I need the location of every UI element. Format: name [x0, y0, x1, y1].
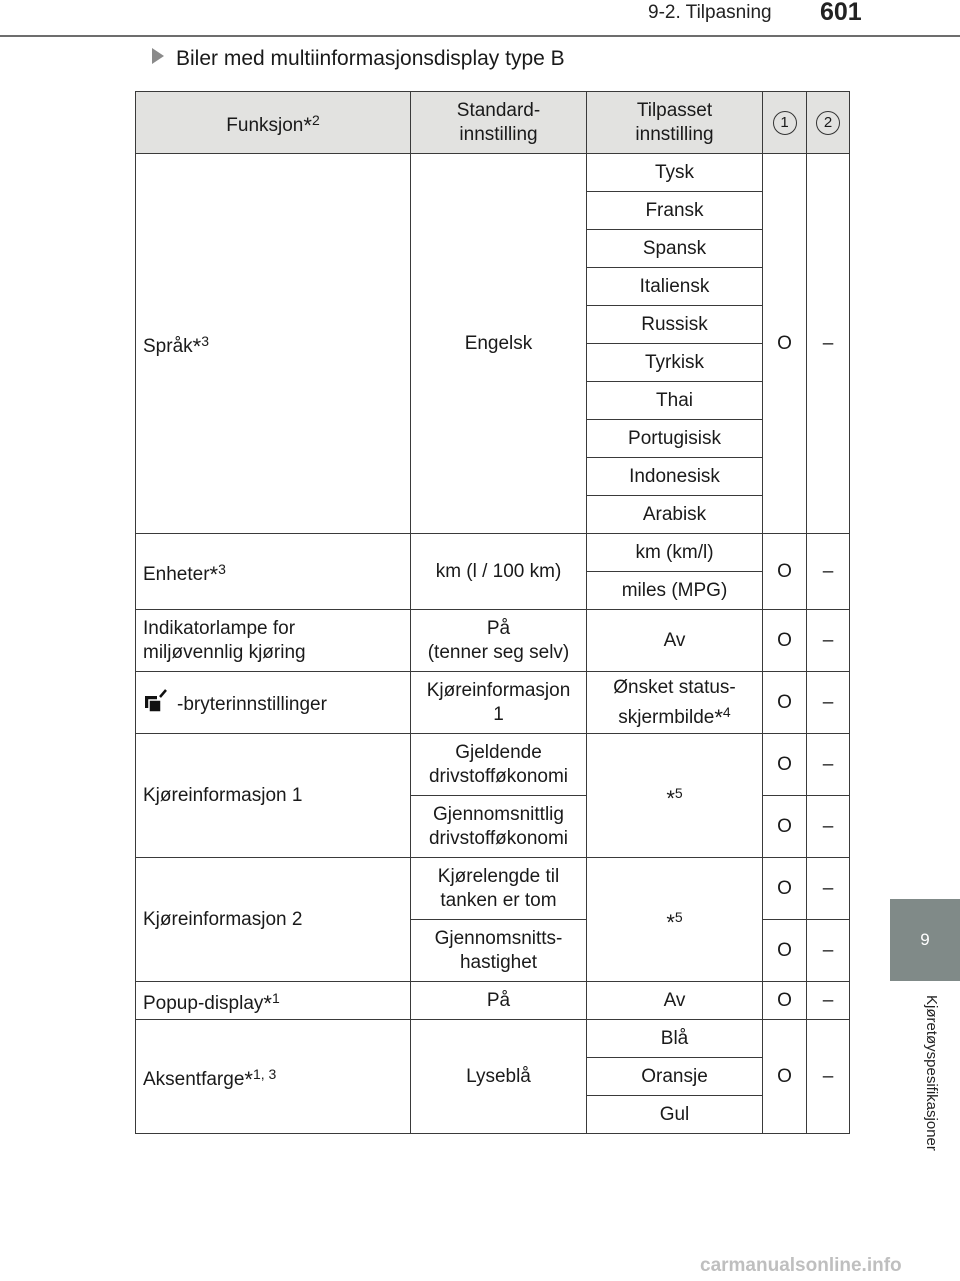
table-header-row — [136, 92, 850, 154]
chapter-tab: 9 — [890, 899, 960, 981]
popup-default: På — [411, 982, 587, 1020]
drive2-col1: O — [763, 858, 807, 920]
popup-col2: – — [807, 982, 850, 1020]
language-label: Språk*$^3$ — [136, 154, 411, 534]
drive1-col1: O — [763, 734, 807, 796]
drive1-item: Gjennomsnittlig drivstofføkonomi — [411, 796, 587, 858]
accent-option: Gul — [587, 1096, 763, 1134]
switch-col2: – — [807, 672, 850, 734]
page-number: 601 — [820, 0, 862, 26]
header-divider — [0, 35, 960, 37]
table-row — [136, 858, 850, 920]
accent-col1: O — [763, 1020, 807, 1134]
header-function: Funksjon*$^2$ — [136, 92, 411, 154]
eco-custom: Av — [587, 610, 763, 672]
switch-default: Kjøreinformasjon 1 — [411, 672, 587, 734]
language-option: Tyrkisk — [587, 344, 763, 382]
table-row — [136, 534, 850, 572]
switch-custom: Ønsket status- skjermbilde*$^4$ — [587, 672, 763, 734]
circle-2-icon: 2 — [816, 111, 840, 135]
units-col1: O — [763, 534, 807, 610]
display-switch-icon — [143, 688, 169, 714]
eco-col2: – — [807, 610, 850, 672]
drive1-label: Kjøreinformasjon 1 — [136, 734, 411, 858]
section-title: 9-2. Tilpasning — [648, 2, 772, 23]
drive2-custom: *$^5$ — [587, 858, 763, 982]
accent-default: Lyseblå — [411, 1020, 587, 1134]
language-option: Spansk — [587, 230, 763, 268]
header-col1 — [763, 92, 807, 154]
header-default: Standard- innstilling — [411, 92, 587, 154]
popup-col1: O — [763, 982, 807, 1020]
units-label: Enheter*$^3$ — [136, 534, 411, 610]
language-option: Arabisk — [587, 496, 763, 534]
units-default: km (l / 100 km) — [411, 534, 587, 610]
popup-label: Popup-display*$^1$ — [136, 982, 411, 1020]
units-option: miles (MPG) — [587, 572, 763, 610]
eco-default: På (tenner seg selv) — [411, 610, 587, 672]
table-row — [136, 1020, 850, 1058]
language-option: Russisk — [587, 306, 763, 344]
chapter-label: Kjøretøyspesifikasjoner — [923, 995, 940, 1151]
header-col2 — [807, 92, 850, 154]
language-option: Fransk — [587, 192, 763, 230]
language-option: Thai — [587, 382, 763, 420]
accent-option: Blå — [587, 1020, 763, 1058]
switch-col1: O — [763, 672, 807, 734]
watermark: carmanualsonline.info — [700, 1255, 902, 1276]
section-heading — [152, 47, 565, 71]
drive2-label: Kjøreinformasjon 2 — [136, 858, 411, 982]
accent-option: Oransje — [587, 1058, 763, 1096]
table-row — [136, 982, 850, 1020]
table-row — [136, 610, 850, 672]
language-col2: – — [807, 154, 850, 534]
units-option: km (km/l) — [587, 534, 763, 572]
circle-1-icon: 1 — [773, 111, 797, 135]
drive1-col2: – — [807, 796, 850, 858]
popup-custom: Av — [587, 982, 763, 1020]
drive1-col1: O — [763, 796, 807, 858]
table-row — [136, 672, 850, 734]
drive1-custom: *$^5$ — [587, 734, 763, 858]
switch-label: -bryterinnstillinger — [136, 672, 411, 734]
accent-col2: – — [807, 1020, 850, 1134]
language-col1: O — [763, 154, 807, 534]
drive1-item: Gjeldende drivstofføkonomi — [411, 734, 587, 796]
units-col2: – — [807, 534, 850, 610]
drive2-col2: – — [807, 920, 850, 982]
table-row — [136, 154, 850, 192]
language-option: Portugisisk — [587, 420, 763, 458]
drive2-col1: O — [763, 920, 807, 982]
header-custom: Tilpasset innstilling — [587, 92, 763, 154]
drive2-item: Gjennomsnitts- hastighet — [411, 920, 587, 982]
eco-label: Indikatorlampe for miljøvennlig kjøring — [136, 610, 411, 672]
triangle-bullet-icon — [152, 48, 164, 64]
settings-table — [135, 91, 850, 1134]
eco-col1: O — [763, 610, 807, 672]
accent-label: Aksentfarge*$^{1, 3}$ — [136, 1020, 411, 1134]
drive1-col2: – — [807, 734, 850, 796]
drive2-col2: – — [807, 858, 850, 920]
language-option: Italiensk — [587, 268, 763, 306]
language-option: Tysk — [587, 154, 763, 192]
drive2-item: Kjørelengde til tanken er tom — [411, 858, 587, 920]
heading-text: Biler med multiinformasjonsdisplay type B — [176, 47, 565, 70]
language-default: Engelsk — [411, 154, 587, 534]
language-option: Indonesisk — [587, 458, 763, 496]
table-row — [136, 734, 850, 796]
